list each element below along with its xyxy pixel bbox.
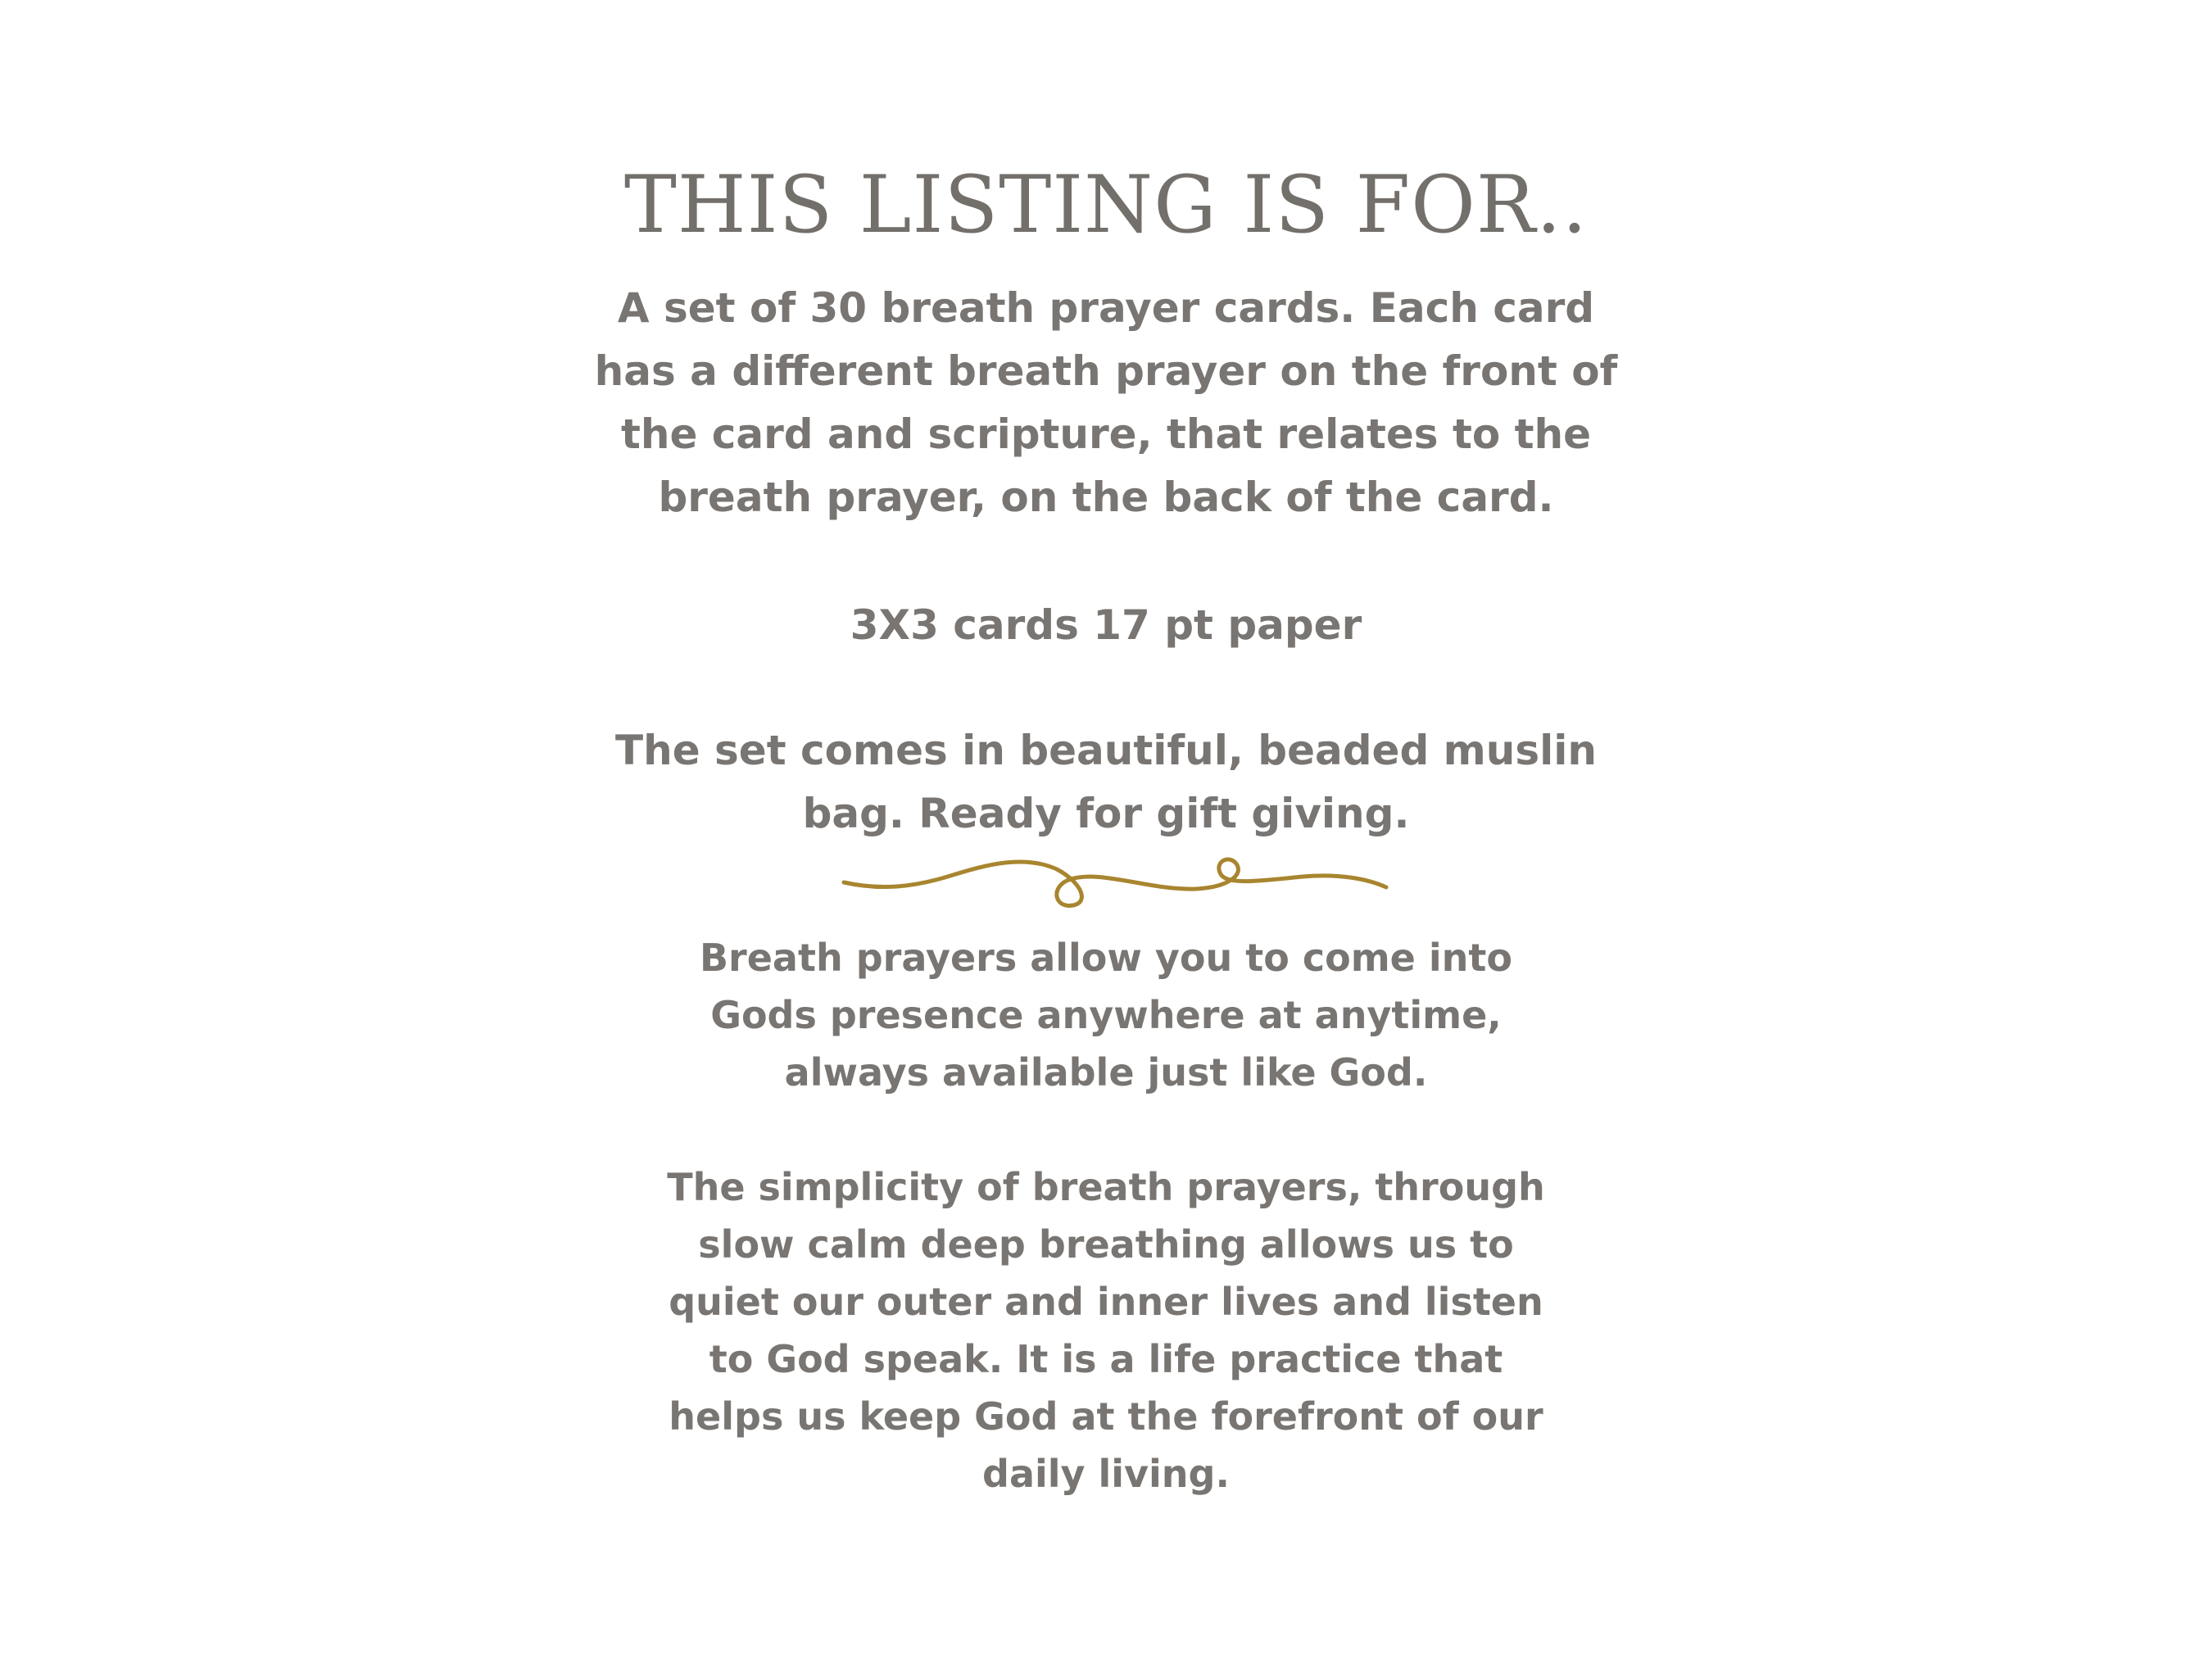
bag-paragraph bbox=[0, 719, 2212, 845]
description-line: A set of 30 breath prayer cards. Each card bbox=[617, 284, 1595, 332]
info-line: daily living. bbox=[982, 1452, 1230, 1496]
bag-line: The set comes in beautiful, beaded muslin bbox=[615, 727, 1597, 774]
flourish-divider-icon bbox=[836, 840, 1393, 913]
description-line: breath prayer, on the back of the card. bbox=[658, 474, 1554, 521]
description-line: the card and scripture, that relates to the bbox=[620, 410, 1592, 458]
page-title: THIS LISTING IS FOR.. bbox=[623, 159, 1589, 251]
description-paragraph bbox=[0, 277, 2212, 529]
info-line: slow calm deep breathing allows us to bbox=[698, 1222, 1514, 1267]
info-line: always available just like God. bbox=[784, 1050, 1428, 1095]
info-paragraph-1 bbox=[0, 929, 2212, 1101]
info-line: Breath prayers allow you to come into bbox=[699, 936, 1512, 980]
info-line: quiet our outer and inner lives and listen bbox=[669, 1280, 1543, 1324]
specs-line: 3X3 cards 17 pt paper bbox=[850, 601, 1362, 649]
bag-line: bag. Ready for gift giving. bbox=[802, 790, 1410, 837]
info-line: Gods presence anywhere at anytime, bbox=[710, 993, 1502, 1037]
specs-paragraph bbox=[0, 594, 2212, 657]
info-line: The simplicity of breath prayers, through bbox=[667, 1165, 1545, 1209]
description-line: has a different breath prayer on the front of bbox=[594, 347, 1618, 395]
info-line: to God speak. It is a life practice that bbox=[709, 1337, 1503, 1381]
info-paragraph-2 bbox=[0, 1158, 2212, 1503]
info-line: helps us keep God at the forefront of our bbox=[669, 1394, 1543, 1439]
